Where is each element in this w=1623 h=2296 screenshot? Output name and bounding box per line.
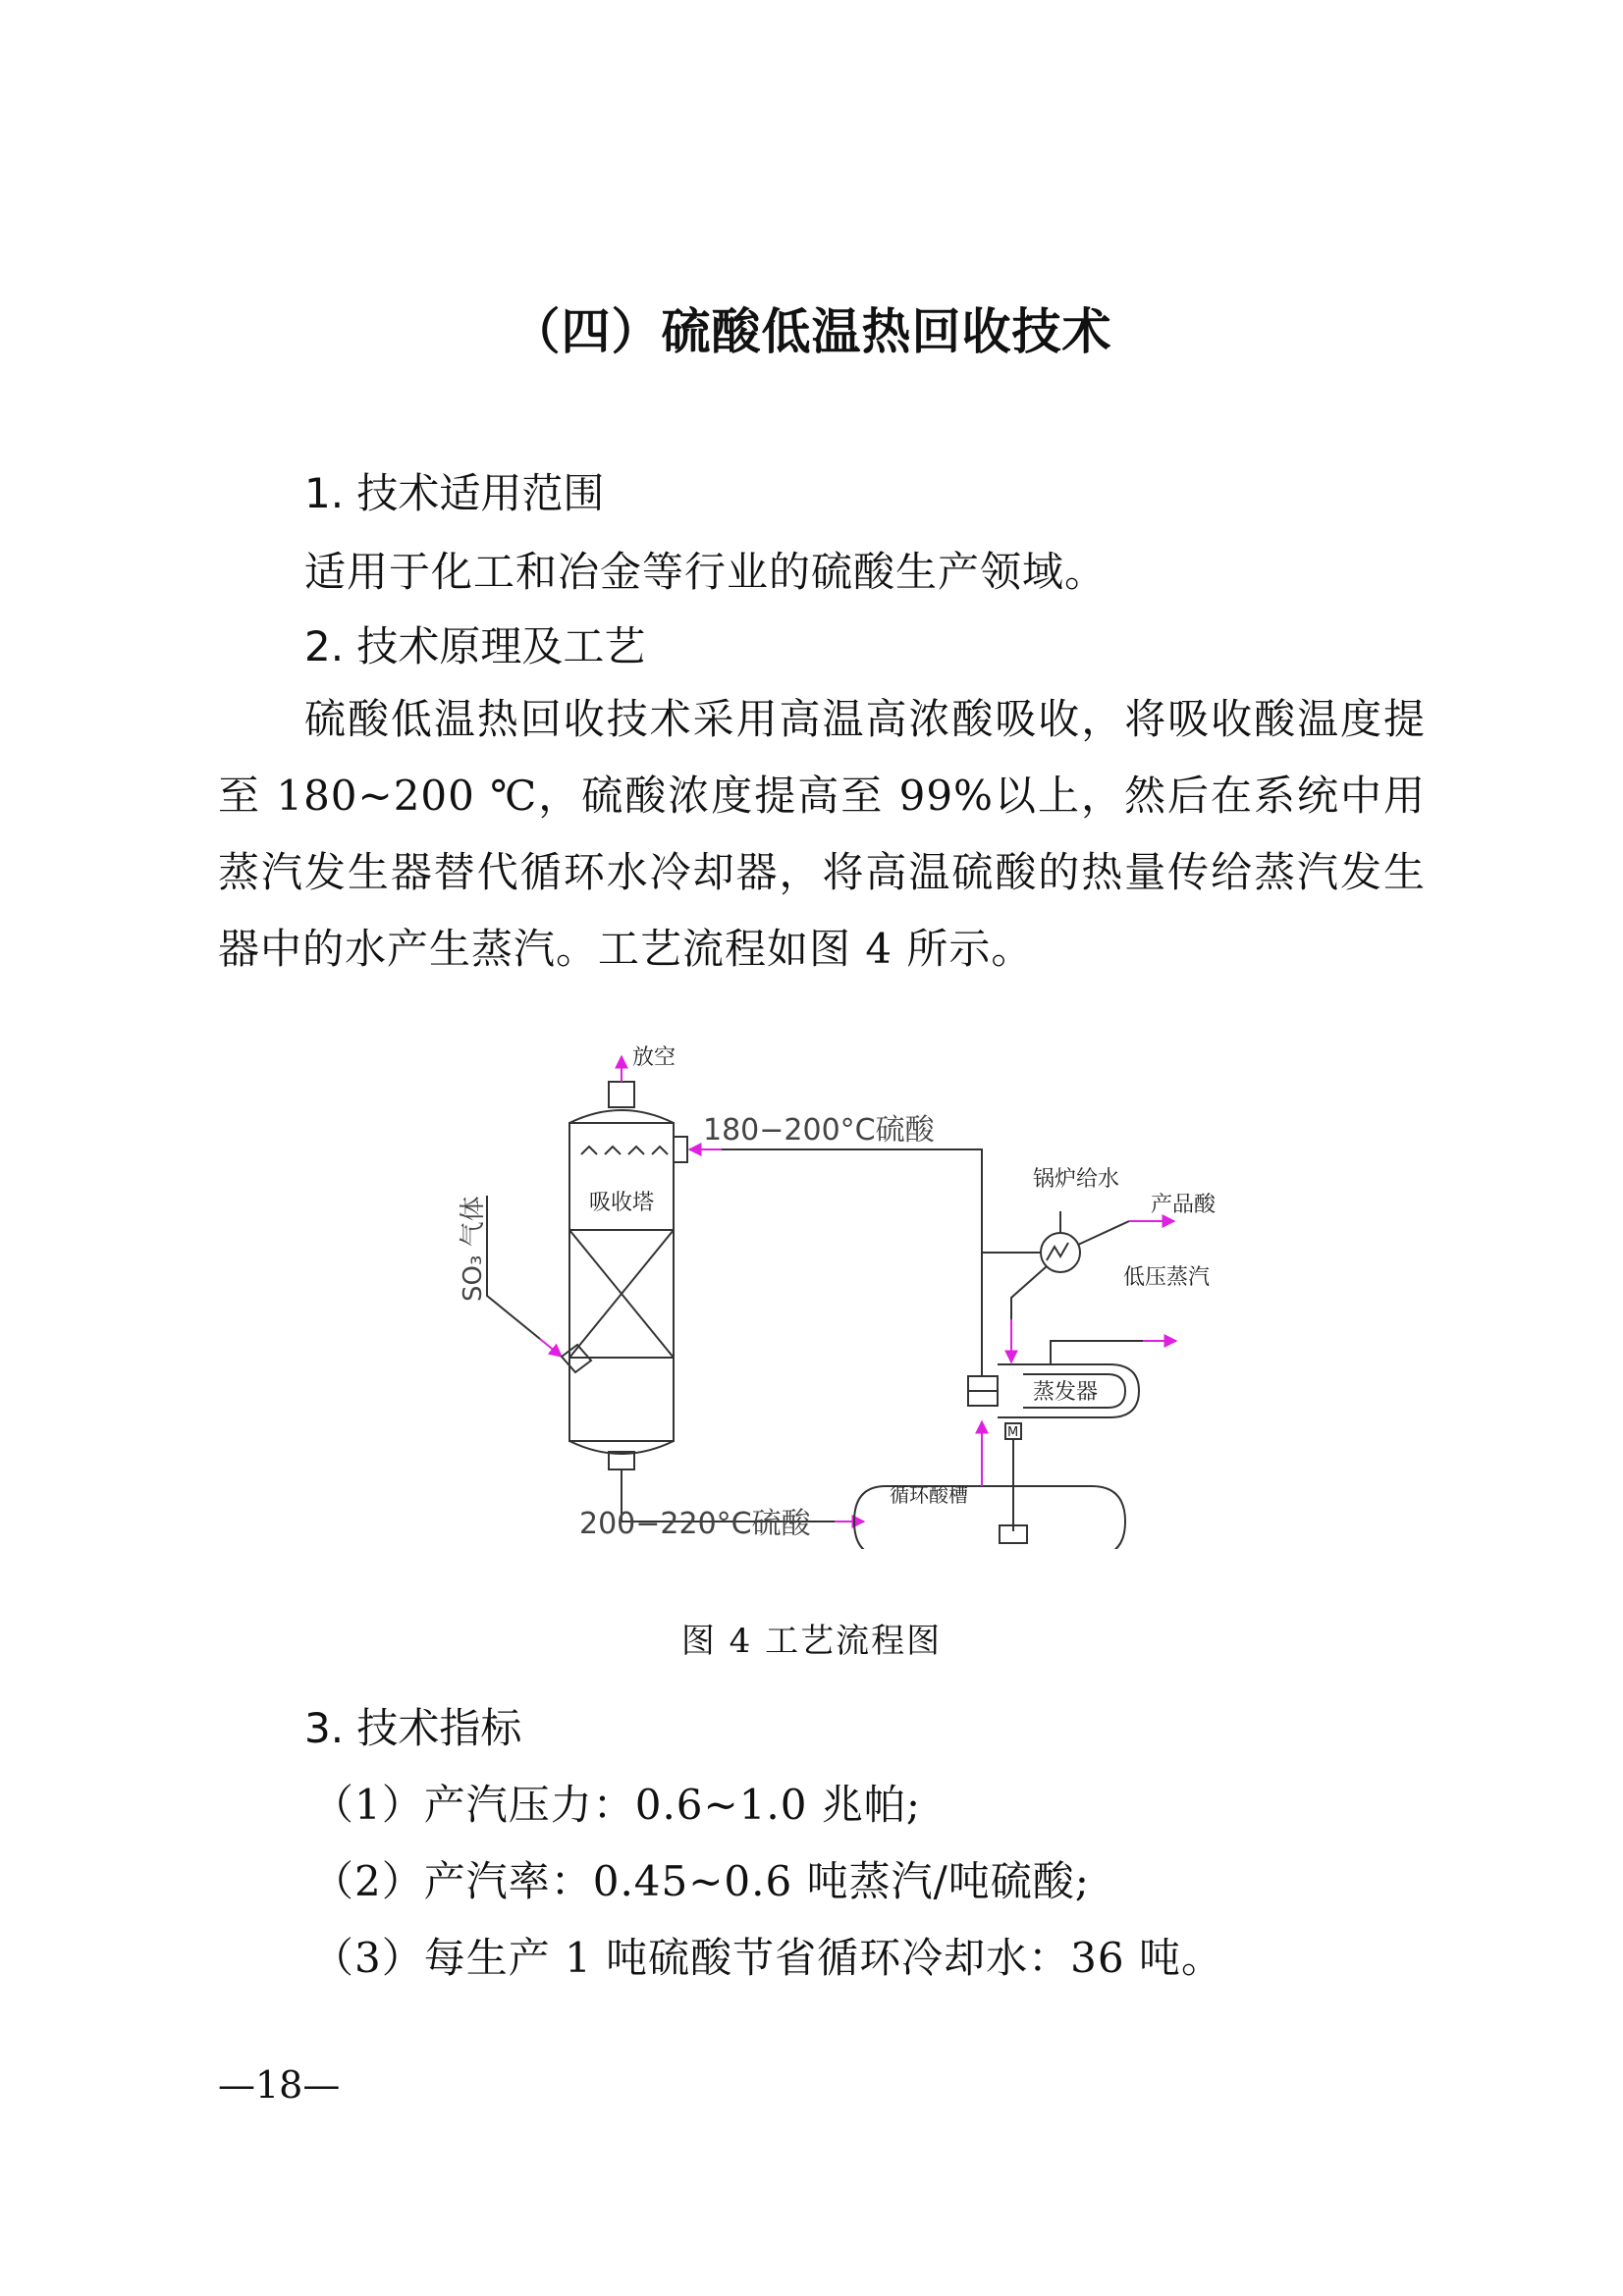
steam-label: 低压蒸汽 [1123,1265,1211,1290]
section-heading-indicators: 3. 技术指标 [304,1704,522,1752]
evaporator-label: 蒸发器 [1033,1380,1099,1405]
scope-text: 适用于化工和冶金等行业的硫酸生产领域。 [304,548,1108,596]
section-heading-principle: 2. 技术原理及工艺 [304,622,646,670]
vent-label: 放空 [632,1045,676,1070]
section-heading-scope: 1. 技术适用范围 [304,469,605,517]
product-label: 产品酸 [1151,1193,1217,1217]
acid-out-label: 200−220°C硫酸 [579,1507,811,1541]
indicator-item: （2）产汽率：0.45~0.6 吨蒸汽/吨硫酸; [312,1857,1090,1905]
tower-label: 吸收塔 [589,1191,655,1215]
absorption-tower [569,1082,687,1469]
figure-caption: 图 4 工艺流程图 [680,1622,943,1661]
principle-paragraph: 硫酸低温热回收技术采用高温高浓酸吸收，将吸收酸温度提至 180~200 ℃，硫酸浓度提高至 99%以上，然后在系统中用蒸汽发生器替代循环水冷却器，将高温硫酸的热量传给蒸汽发生器中的水产生蒸汽。工艺流程如图 4 所示。 [218,695,1426,973]
process-flow-diagram [422,1029,1267,1549]
indicator-item: （1）产汽压力：0.6~1.0 兆帕; [312,1781,922,1829]
acid-in-label: 180−200°C硫酸 [703,1113,935,1148]
evaporator [998,1341,1176,1417]
motor-label: M [1007,1425,1019,1440]
feedwater-label: 锅炉给水 [1033,1167,1120,1192]
tank-label: 循环酸槽 [890,1483,968,1507]
so3-label: SO₃ 气体 [459,1196,488,1302]
indicator-item: （3）每生产 1 吨硫酸节省循环冷却水：36 吨。 [312,1934,1223,1982]
page-number: —18— [218,2063,341,2107]
page-title: （四）硫酸低温热回收技术 [511,303,1112,360]
